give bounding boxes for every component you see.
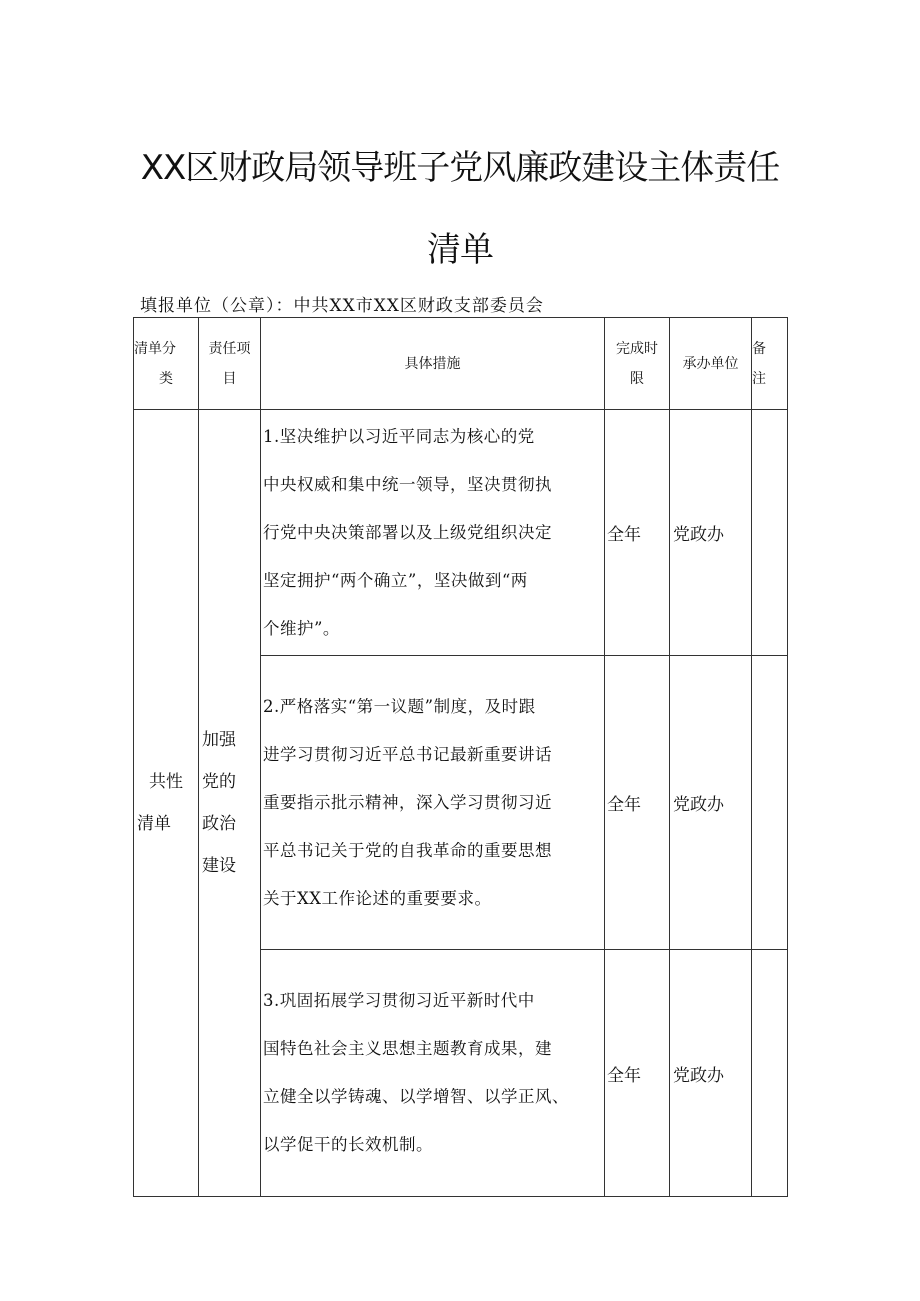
header-category	[134, 318, 199, 410]
document-title-line2: 清单	[427, 230, 493, 270]
measure-cell	[261, 410, 605, 656]
measure-line: 行党中央决策部署以及上级党组织决定	[263, 522, 552, 542]
header-category-line1: 清单分	[134, 340, 176, 357]
measure-line: 坚定拥护“两个确立”，坚决做到“两	[263, 570, 528, 590]
category-line1: 共性	[149, 772, 183, 792]
measure-line: 立健全以学铸魂、以学增智、以学正风、	[263, 1087, 569, 1106]
deadline-cell: 全年	[605, 950, 670, 1197]
category-cell	[134, 410, 199, 1197]
category-line2: 清单	[137, 814, 171, 834]
header-unit: 承办单位	[670, 318, 752, 410]
unit-cell: 党政办	[670, 950, 752, 1197]
measure-cell	[261, 656, 605, 950]
notes-cell	[752, 656, 788, 950]
header-item	[199, 318, 261, 410]
unit-cell: 党政办	[670, 410, 752, 656]
item-line1: 加强	[202, 730, 236, 750]
deadline-cell: 全年	[605, 656, 670, 950]
measure-line: 以学促干的长效机制。	[263, 1135, 433, 1154]
measure-line: 国特色社会主义思想主题教育成果，建	[263, 1039, 552, 1058]
header-deadline	[605, 318, 670, 410]
header-notes-line2: 注	[752, 370, 766, 387]
item-line3: 政治	[202, 814, 236, 834]
filing-unit: 填报单位（公章）：中共XX市XX区财政支部委员会	[140, 296, 544, 316]
item-line4: 建设	[202, 856, 236, 876]
item-line2: 党的	[202, 772, 236, 792]
header-notes-line1: 备	[752, 340, 766, 357]
header-deadline-line1: 完成时	[616, 340, 658, 357]
measure-line: 1.坚决维护以习近平同志为核心的党	[263, 426, 535, 446]
responsibility-table	[133, 317, 788, 1197]
measure-line: 重要指示批示精神，深入学习贯彻习近	[263, 792, 552, 812]
header-measures: 具体措施	[261, 318, 605, 410]
measure-line: 中央权威和集中统一领导，坚决贯彻执	[263, 474, 552, 494]
measure-line: 平总书记关于党的自我革命的重要思想	[263, 840, 552, 860]
table-row	[134, 410, 788, 656]
item-cell	[199, 410, 261, 1197]
table-header-row	[134, 318, 788, 410]
notes-cell	[752, 950, 788, 1197]
measure-line: 3.巩固拓展学习贯彻习近平新时代中	[263, 991, 535, 1010]
header-deadline-line2: 限	[630, 370, 644, 387]
measure-line: 关于XX工作论述的重要要求。	[263, 888, 492, 908]
header-category-line2: 类	[159, 370, 173, 387]
measure-line: 进学习贯彻习近平总书记最新重要讲话	[263, 744, 552, 764]
header-item-line2: 目	[222, 370, 237, 387]
header-notes	[752, 318, 788, 410]
header-item-line1: 责任项	[208, 340, 251, 357]
deadline-cell: 全年	[605, 410, 670, 656]
unit-cell: 党政办	[670, 656, 752, 950]
measure-line: 2.严格落实“第一议题”制度，及时跟	[263, 696, 536, 716]
notes-cell	[752, 410, 788, 656]
document-title-line1: XX区财政局领导班子党风廉政建设主体责任	[140, 148, 780, 188]
measure-line: 个维护”。	[263, 618, 340, 638]
measure-cell	[261, 950, 605, 1197]
